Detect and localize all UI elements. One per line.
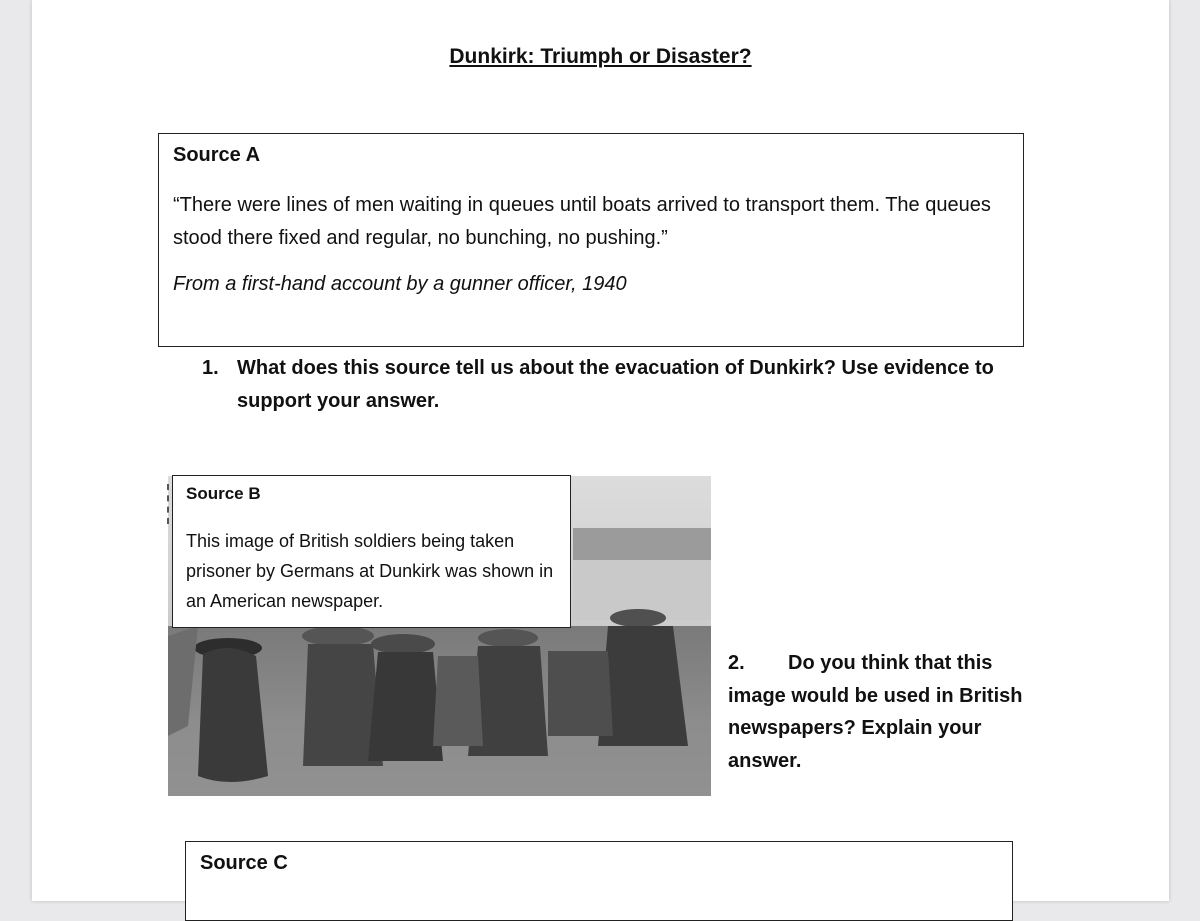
question-2: [728, 647, 1048, 777]
question-2-text: Do you think that this image would be used in British newspapers? Explain your answer.: [728, 652, 1023, 772]
question-1: [202, 352, 1022, 418]
page-title: Dunkirk: Triumph or Disaster?: [449, 45, 752, 68]
source-c-box: [185, 841, 1013, 921]
source-a-attribution: From a first-hand account by a gunner officer, 1940: [173, 273, 627, 295]
crop-edge-marker: [167, 484, 173, 524]
source-c-label: Source C: [200, 852, 288, 874]
source-b-box: [172, 475, 571, 628]
source-a-label: Source A: [173, 144, 261, 166]
question-1-text: What does this source tell us about the evacuation of Dunkirk? Use evidence to support your answer.: [237, 357, 994, 412]
source-b-label: Source B: [186, 484, 261, 503]
question-2-number: 2.: [728, 652, 745, 674]
question-1-number: 1.: [202, 357, 219, 379]
document-page: [32, 0, 1169, 901]
source-a-box: [158, 133, 1024, 347]
source-b-text: This image of British soldiers being taken prisoner by Germans at Dunkirk was shown in an American newspaper.: [186, 531, 554, 611]
source-a-quote: “There were lines of men waiting in queues until boats arrived to transport them. The queues stood there fixed and regular, no bunching, no pushing.”: [173, 194, 991, 249]
